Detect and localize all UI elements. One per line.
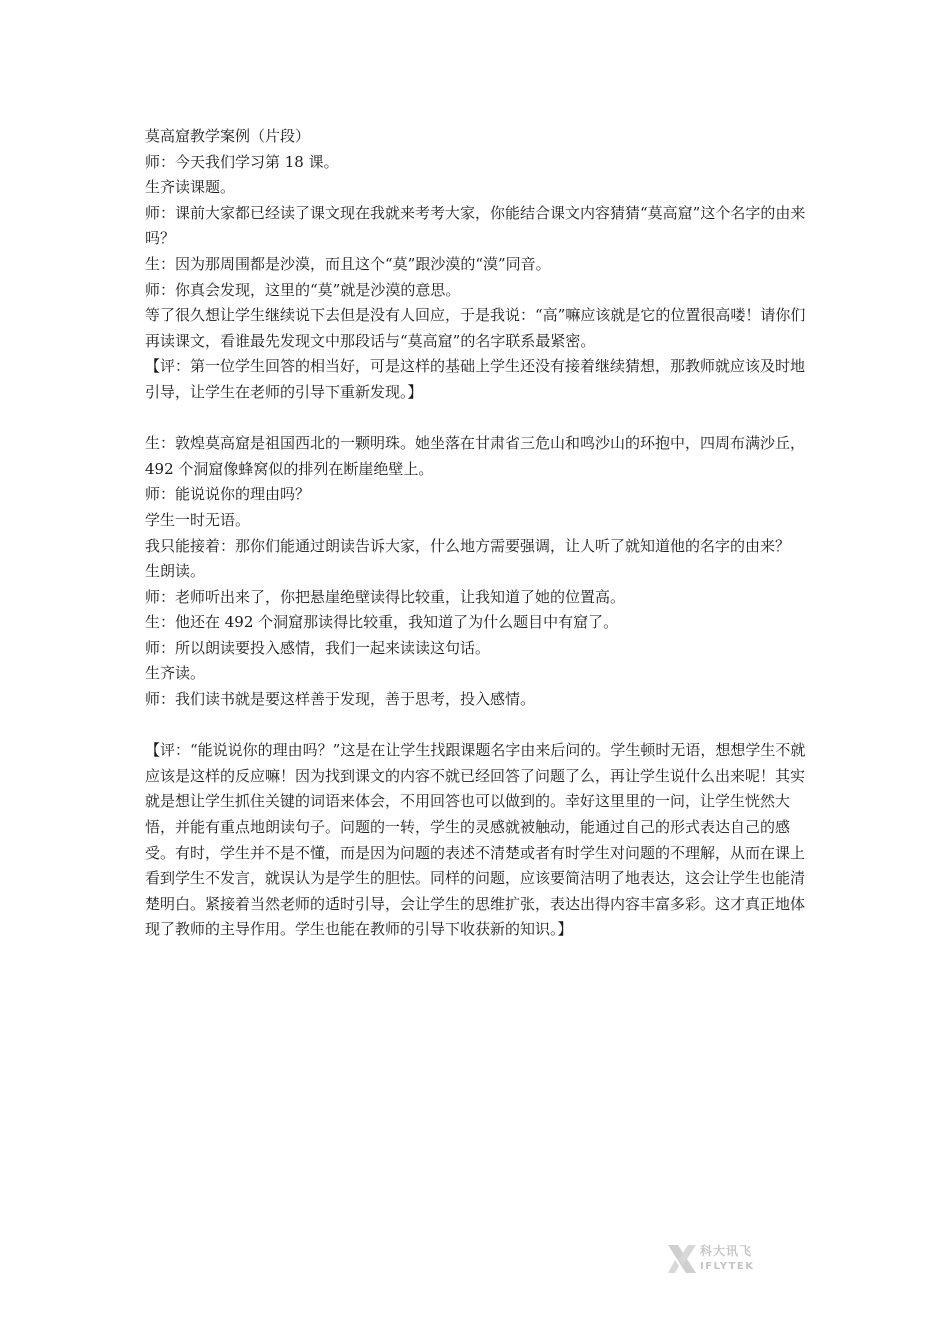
paragraph: 生：他还在 492 个洞窟那读得比较重，我知道了为什么题目中有窟了。 [145, 613, 619, 632]
paragraph: 师：所以朗读要投入感情，我们一起来读读这句话。 [145, 638, 491, 657]
iflytek-logo-icon [666, 1239, 698, 1279]
document-title: 莫高窟教学案例（片段） [145, 127, 311, 145]
comment-paragraph: 【评：“能说说你的理由吗？”这是在让学生找跟课题名字由来后问的。学生顿时无语，想想学生不就应该是这样的反应嘛！因为找到课文的内容不就已经回答了问题了么，再让学生说什么出来呢！其实就是想让学生抓住关键的词语来体会，不用回答也可以做到的。幸好这里里的一问，让学生恍然大悟，并能有重点地朗读句子。问题的一转，学生的灵感就被触动，能通过自己的形式表达自己的感受。有时，学生并不是不懂，而是因为问题的表述不清楚或者有时学生对问题的不理解，从而在课上看到学生不发言，就误认为是学生的胆怯。同样的问题，应该要简洁明了地表达，这会让学生也能清楚明白。紧接着当然老师的适时引导，会让学生的思维扩张，表达出得内容丰富多彩。这才真正地体现了教师的主导作用。学生也能在教师的引导下收获新的知识。】 [145, 741, 806, 939]
paragraph: 我只能接着：那你们能通过朗读告诉大家，什么地方需要强调，让人听了就知道他的名字的由来？ [145, 536, 791, 555]
paragraph: 等了很久想让学生继续说下去但是没有人回应，于是我说：“高”嘛应该就是它的位置很高喽！请你们再读课文，看谁最先发现文中那段话与“莫高窟”的名字联系最紧密。 [145, 306, 806, 350]
paragraph: 生：因为那周围都是沙漠，而且这个“莫”跟沙漠的“漠”同音。 [145, 254, 551, 273]
paragraph: 师：今天我们学习第 18 课。 [145, 152, 339, 171]
paragraph: 师：能说说你的理由吗？ [145, 485, 311, 504]
watermark-name-en: IFLYTEK [700, 1261, 755, 1272]
paragraph: 师：我们读书就是要这样善于发现，善于思考，投入感情。 [145, 690, 536, 709]
document-body [145, 124, 810, 943]
paragraph: 师：老师听出来了，你把悬崖绝壁读得比较重，让我知道了她的位置高。 [145, 587, 626, 606]
paragraph: 生齐读课题。 [145, 178, 236, 197]
paragraph: 师：课前大家都已经读了课文现在我就来考考大家，你能结合课文内容猜猜“莫高窟”这个名字的由来吗？ [145, 203, 806, 248]
blank-line [145, 713, 810, 739]
comment-paragraph: 【评：第一位学生回答的相当好，可是这样的基础上学生还没有接着继续猜想，那教师就应该及时地引导，让学生在老师的引导下重新发现。】 [145, 357, 806, 401]
watermark-name-cn: 科大讯飞 [700, 1244, 753, 1258]
iflytek-watermark-logo [666, 1239, 796, 1283]
paragraph: 生：敦煌莫高窟是祖国西北的一颗明珠。她坐落在甘肃省三危山和鸣沙山的环抱中，四周布满沙丘，492 个洞窟像蜂窝似的排列在断崖绝壁上。 [145, 434, 806, 478]
paragraph: 师：你真会发现，这里的“莫”就是沙漠的意思。 [145, 280, 461, 299]
paragraph: 生齐读。 [145, 664, 206, 683]
paragraph: 生朗读。 [145, 562, 206, 581]
blank-line [145, 406, 810, 432]
paragraph: 学生一时无语。 [145, 510, 251, 529]
